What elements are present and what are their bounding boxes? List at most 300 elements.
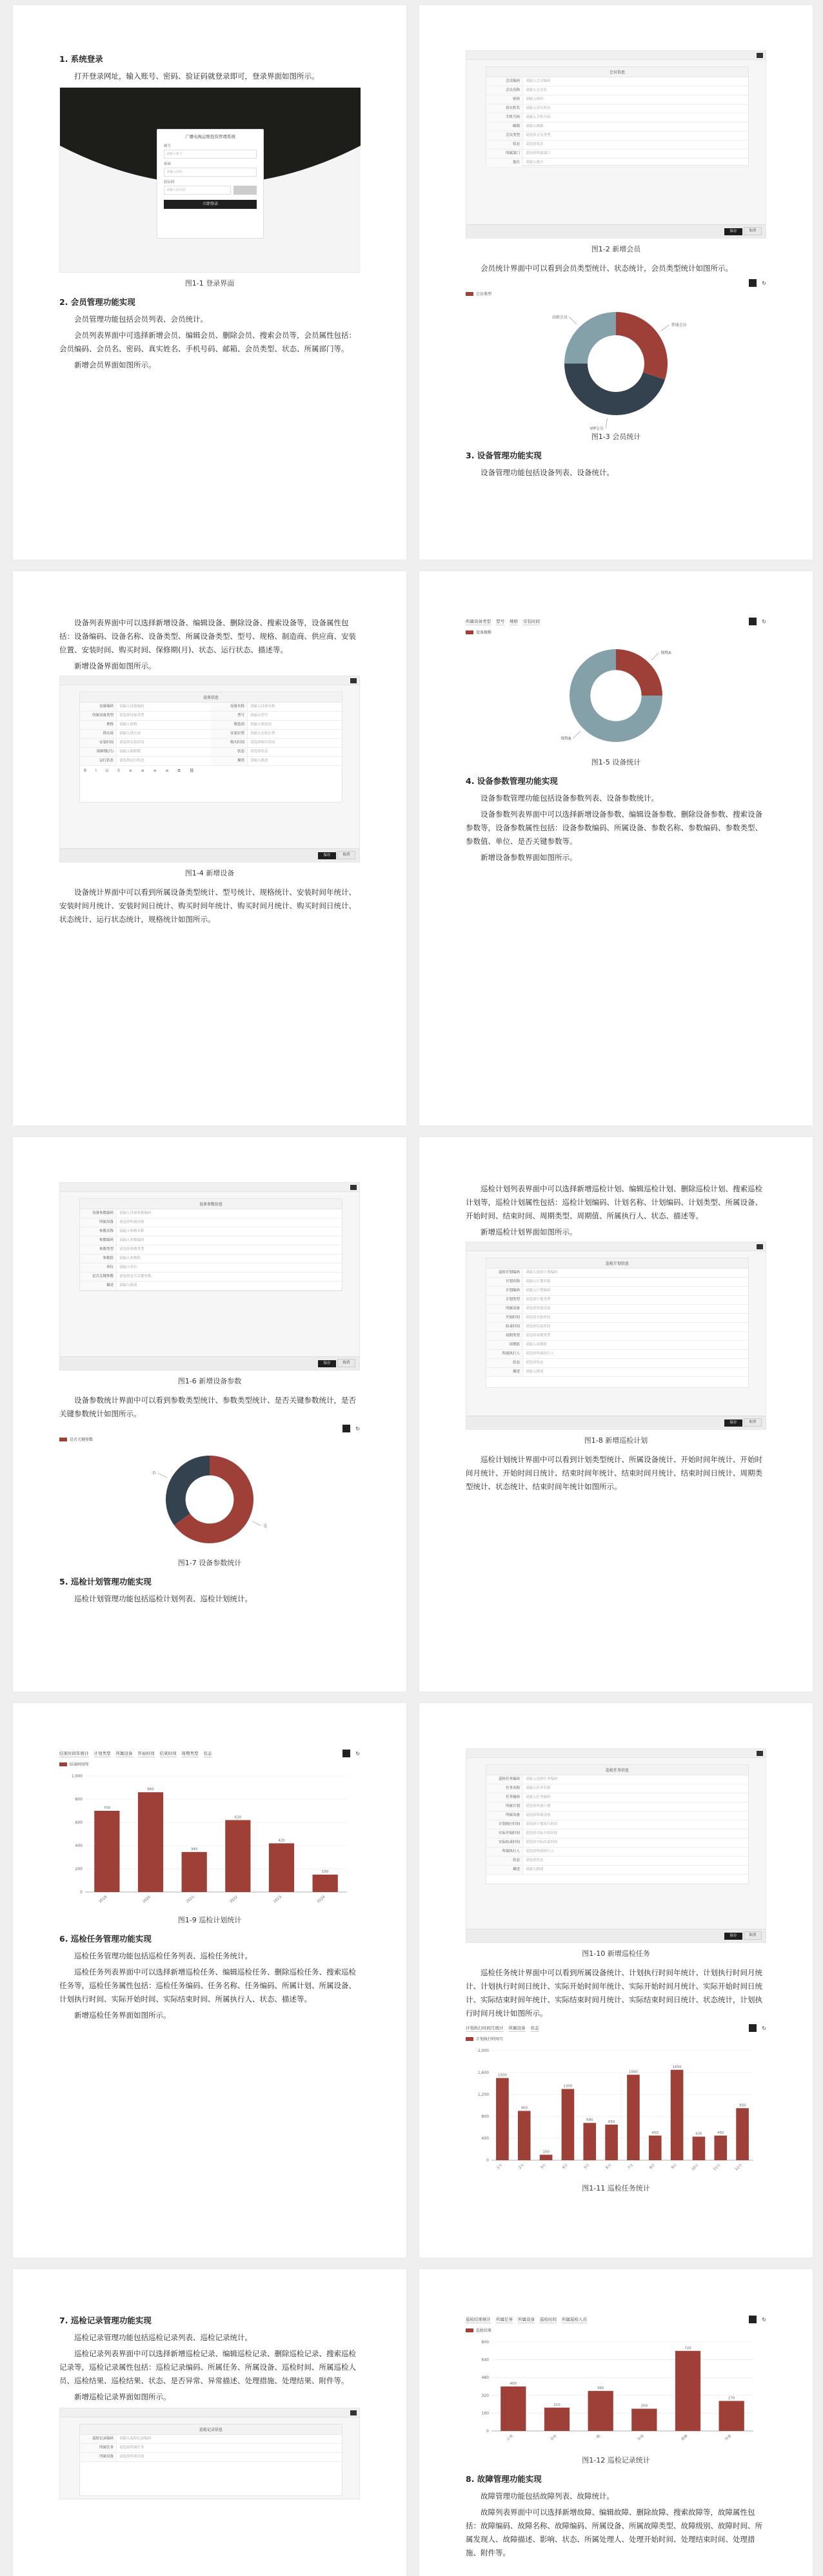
bar[interactable] [719,2401,744,2431]
filter-select[interactable]: 开始时间 [137,1750,155,1756]
bar[interactable] [269,1843,294,1892]
window-titlebar [466,1749,766,1758]
bar[interactable] [675,2351,700,2431]
field-label: 所属执行人 [486,1350,523,1358]
field-input[interactable]: 请选择状态 [526,1361,544,1365]
field-input[interactable]: 请选择计划执行时间 [526,1822,558,1826]
field-input[interactable]: 请选择运行状态 [119,759,144,763]
field-input[interactable]: 请输入任务编码 [526,1795,551,1799]
field-input[interactable]: 请选择计划类型 [526,1298,551,1302]
save-button[interactable]: 保存 [724,1420,742,1427]
field-input[interactable]: 请输入描述 [250,759,268,763]
x-tick-label: 12月 [734,2163,744,2172]
captcha-image[interactable] [233,186,257,195]
field-input[interactable]: 请选择是否关键参数 [119,1274,152,1278]
field-input[interactable]: 请输入周期值 [526,1343,548,1347]
filter-select[interactable]: 巡检时间 [540,2316,557,2322]
filter-select[interactable]: 所属任务 [496,2316,513,2322]
paragraph: 新增巡检记录界面如图所示。 [74,2392,171,2401]
close-icon[interactable] [757,1244,763,1249]
field-input[interactable]: 请输入供应商 [119,732,141,736]
section-heading-member: 2. 会员管理功能实现 [59,297,135,307]
field-input[interactable]: 请选择安装时间 [119,741,144,745]
filter-select[interactable]: 所属设备 [518,2316,535,2322]
param-pie-chart [59,1423,360,1552]
bar-value-label: 680 [586,2118,593,2123]
paragraph: 新增巡检任务界面如图所示。 [74,2011,171,2020]
search-icon[interactable] [749,279,757,287]
form-row [486,1287,748,1296]
form-row [486,1811,748,1820]
x-tick-label: 正常 [506,2434,515,2442]
field-input[interactable]: 请输入真实姓名 [526,106,551,110]
x-tick-label: 1月 [496,2163,504,2171]
field-label: 实际开始时间 [486,1830,523,1838]
refresh-icon[interactable]: ↻ [355,1425,360,1432]
field-input[interactable]: 请输入备注 [526,161,544,164]
doc-page-6 [419,1137,813,1692]
bar[interactable] [501,2386,526,2431]
y-tick-label: 800 [481,2114,489,2119]
filter-select[interactable]: 规格 [510,618,518,624]
field-input[interactable]: 请输入巡检任务编码 [526,1777,558,1781]
field-label: 真实姓名 [486,104,523,113]
field-label: 开始时间 [486,1314,523,1322]
slice-leader-line [158,1473,167,1478]
paragraph: 巡检计划列表界面中可以选择新增巡检计划、编辑巡检计划、删除巡检计划、搜索巡检计划等，巡检计划属性包括：巡检计划编码、计划名称、计划编码、计划类型、所属设备、开始时间、结束时间、周期类型、周期值、所属执行人、状态、描述等。 [466,1184,762,1220]
form-row [486,1341,748,1350]
field-input[interactable]: 请选择所属设备 [119,1220,144,1224]
paragraph: 设备列表界面中可以选择新增设备、编辑设备、删除设备、搜索设备等，设备属性包括：设备编码、设备名称、设备类型、所属设备类型、型号、规格、制造商、供应商、安装位置、安装时间、购买时间、保修期(月)、状态、运行状态、描述等。 [59,618,356,654]
add-param-screenshot [59,1182,360,1371]
field-input[interactable]: 请选择所属设备 [119,2455,144,2459]
field-input[interactable]: 请输入保修期 [119,750,141,754]
form-row [486,1866,748,1875]
bar[interactable] [496,2078,509,2161]
bar[interactable] [631,2409,657,2432]
form-row [80,1282,342,1291]
form-row [80,712,342,721]
bar[interactable] [583,2123,596,2160]
field-input[interactable]: 请输入设备名称 [250,705,275,708]
bar[interactable] [518,2111,531,2161]
form-row [486,132,748,141]
captcha-label: 验证码 [164,181,175,184]
y-tick-label: 600 [75,1820,83,1825]
filter-select[interactable]: 所属设备类型 [466,618,491,624]
legend-swatch [466,630,473,634]
y-tick-label: 320 [481,2393,489,2398]
field-label: 所属计划 [486,1802,523,1811]
slice-label: 普通会员 [671,323,687,328]
field-input[interactable]: 请输入描述 [526,1868,544,1871]
chart-legend [466,629,766,635]
field-label: 所属设备 [486,1811,523,1820]
refresh-icon[interactable]: ↻ [355,1750,360,1757]
filter-select[interactable]: 状态 [530,2025,539,2031]
figure-caption: 图1-8 新增巡检计划 [584,1436,648,1445]
field-label: 会员编码 [486,77,523,86]
field-input[interactable]: 请输入邮箱 [526,124,544,128]
field-input[interactable]: 请选择实际结束时间 [526,1840,558,1844]
bar[interactable] [605,2125,618,2160]
search-icon[interactable] [342,1425,350,1432]
close-icon[interactable] [757,53,763,58]
form-row [80,721,342,730]
close-icon[interactable] [350,1185,357,1190]
filter-select[interactable]: 所属设备 [508,2025,526,2031]
legend-label: 巡检结果 [476,2328,492,2333]
password-input[interactable]: 请输入密码 [164,168,257,177]
bar-value-label: 270 [728,2396,735,2401]
plan-bar-chart [59,1748,360,1909]
figure-caption: 图1-9 巡检计划统计 [177,1916,242,1924]
field-label: 供应商 [80,730,117,738]
form-row [486,1802,748,1811]
x-tick-label: 11月 [713,2163,722,2172]
field-input[interactable]: 请输入描述 [526,1370,544,1374]
plan-form [486,1258,749,1388]
bar-value-label: 345 [190,1847,198,1851]
section-heading-record: 7. 巡检记录管理功能实现 [59,2316,152,2325]
doc-page-5 [13,1137,406,1692]
filter-select[interactable]: 所属巡检人员 [562,2316,587,2322]
slice-leader-line [606,418,608,429]
form-row [486,1839,748,1848]
form-row [486,1359,748,1368]
bar[interactable] [94,1811,119,1892]
refresh-icon[interactable]: ↻ [762,280,766,286]
field-input[interactable]: 请选择参数类型 [119,1247,144,1251]
bar[interactable] [693,2136,706,2160]
filter-select[interactable]: 状态 [203,1750,212,1756]
account-input[interactable]: 请输入账号 [164,150,257,159]
field-input[interactable]: 请输入计划名称 [526,1280,551,1283]
field-input[interactable]: 请输入巡检计划编码 [526,1271,558,1274]
field-label: 参数名称 [80,1227,117,1236]
bar-value-label: 360 [597,2386,604,2390]
section-heading-fault: 8. 故障管理功能实现 [466,2474,542,2484]
login-screenshot [59,87,360,273]
field-input[interactable]: 请选择结束时间 [526,1325,551,1329]
field-input[interactable]: 请选择开始时间 [526,1316,551,1320]
field-input[interactable]: 请选择所属设备 [526,1307,551,1311]
field-input[interactable]: 请输入任务名称 [526,1786,551,1790]
field-input[interactable]: 请选择状态 [526,1859,544,1862]
pie-chart-svg [59,1445,360,1554]
bar[interactable] [714,2136,727,2160]
x-tick-label: 2月 [518,2163,526,2171]
chart-legend [466,291,766,297]
field-input[interactable]: 请输入参数名称 [119,1229,144,1233]
add-device-screenshot [59,676,360,863]
field-label: 所属设备 [486,1305,523,1313]
bar-chart-svg [466,2336,766,2450]
field-label: 巡检记录编码 [80,2435,117,2443]
filter-select[interactable]: 安装时间 [523,618,540,624]
pie-slice[interactable] [616,312,668,380]
bar-value-label: 210 [553,2403,560,2407]
filter-select[interactable]: 计划执行时间月统计 [466,2025,504,2031]
form-title: 巡检任务信息 [486,1765,748,1775]
search-icon[interactable] [342,1750,350,1757]
field-input[interactable]: 请输入参数编码 [119,1238,144,1242]
add-member-screenshot [466,50,766,239]
figure-caption: 图1-2 新增会员 [591,245,641,253]
slice-label: 高级会员 [551,315,568,320]
field-label: 运行状态 [80,757,117,765]
cancel-button[interactable]: 取消 [744,1418,762,1427]
legend-swatch [466,292,473,296]
section-heading-login: 1. 系统登录 [59,54,103,64]
refresh-icon[interactable]: ↻ [762,618,766,625]
search-icon[interactable] [749,618,757,625]
field-input[interactable]: 请输入参数值 [119,1256,141,1260]
figure-caption: 图1-11 巡检任务统计 [582,2184,650,2192]
form-row [80,730,342,739]
filter-bar [466,2314,766,2325]
filter-select[interactable]: 型号 [496,618,504,624]
x-tick-label: 7月 [627,2163,635,2171]
form-row [486,1314,748,1323]
paragraph: 巡检记录管理功能包括巡检记录列表、巡检记录统计。 [74,2333,252,2342]
filter-select[interactable]: 计划类型 [94,1750,111,1756]
field-label: 所属设备 [80,1218,117,1227]
figure-caption: 图1-7 设备参数统计 [177,1559,242,1567]
paragraph: 新增巡检计划界面如图所示。 [481,1227,577,1236]
refresh-icon[interactable]: ↻ [762,2316,766,2323]
bar[interactable] [544,2408,570,2431]
field-input[interactable]: 请输入设备参数编码 [119,1211,152,1215]
bar-value-label: 430 [695,2132,702,2136]
bar-value-label: 620 [234,1815,242,1820]
form-row [486,159,748,168]
x-tick-label: 异常 [637,2434,646,2442]
legend-label: 设备规格 [476,630,492,635]
field-input[interactable]: 请选择购买时间 [250,741,275,745]
bar[interactable] [627,2074,640,2160]
bar-value-label: 200 [640,2404,648,2408]
form-row [486,113,748,122]
bar[interactable] [540,2155,553,2161]
slice-label: VIP会员 [590,426,604,431]
paragraph: 打开登录网址，输入账号、密码、验证码就登录即可，登录界面如图所示。 [74,72,319,81]
field-input[interactable]: 请输入规格 [119,723,137,727]
field-input[interactable]: 请选择周期类型 [526,1334,551,1338]
cancel-button[interactable]: 取消 [744,227,762,235]
field-label: 设备名称 [211,703,248,711]
bar[interactable] [671,2070,684,2160]
doc-page-9 [13,2269,406,2576]
field-label: 制造商 [211,721,248,729]
field-label: 设备参数编码 [80,1209,117,1218]
close-icon[interactable] [350,2410,357,2415]
bar-value-label: 400 [510,2382,517,2386]
form-footer [60,848,359,862]
form-row [486,1793,748,1802]
field-input[interactable]: 请选择所属计划 [526,1804,551,1808]
field-input[interactable]: 请输入会员编码 [526,79,551,83]
form-row [80,2453,342,2462]
doc-page-3 [13,571,406,1126]
field-label: 保修期(月) [80,748,117,756]
form-row [486,1278,748,1287]
doc-page-1 [13,5,406,560]
field-input[interactable]: 请输入巡检记录编码 [119,2437,152,2441]
slice-leader-line [661,325,669,331]
save-button[interactable]: 保存 [318,1360,336,1367]
save-button[interactable]: 保存 [724,1933,742,1940]
field-label: 实际结束时间 [486,1839,523,1847]
slice-label: 否 [152,1471,156,1476]
field-input[interactable]: 请输入设备编码 [119,705,144,708]
y-tick-label: 640 [481,2357,489,2363]
bar[interactable] [736,2108,749,2160]
field-input[interactable]: 请输入计划编码 [526,1289,551,1293]
legend-swatch [466,2037,473,2041]
field-input[interactable]: 请输入会员名 [526,88,548,92]
field-label: 计划编码 [486,1287,523,1295]
cancel-button[interactable]: 取消 [337,851,355,859]
form-row [80,739,342,748]
y-tick-label: 400 [481,2136,489,2141]
field-input[interactable]: 请选择会员类型 [526,133,551,137]
slice-leader-line [651,653,659,660]
pie-chart-svg [466,299,766,431]
y-tick-label: 400 [75,1844,83,1848]
form-row [486,1323,748,1332]
field-input[interactable]: 请输入密码 [526,97,544,101]
field-input[interactable]: 请选择所属任务 [119,2446,144,2450]
field-input[interactable]: 请选择实际开始时间 [526,1831,558,1835]
login-button[interactable]: 立即登录 [164,200,257,209]
field-label: 状态 [211,748,248,756]
figure-caption: 图1-10 新增巡检任务 [582,1949,650,1958]
field-label: 参数类型 [80,1245,117,1254]
paragraph: 设备参数管理功能包括设备参数列表、设备参数统计。 [481,794,659,803]
slice-label: 规格A [660,650,671,656]
save-button[interactable]: 保存 [318,852,336,859]
form-row [80,757,342,766]
field-label: 描述 [486,1866,523,1874]
field-input[interactable]: 请输入制造商 [250,723,272,727]
field-input[interactable]: 请输入单位 [119,1265,137,1269]
field-input[interactable]: 请输入安装位置 [250,732,275,736]
pie-slice[interactable] [166,1456,210,1525]
x-tick-label: 故障 [680,2434,689,2442]
x-tick-label: 一般 [593,2434,602,2442]
x-tick-label: 2019 [98,1895,108,1904]
y-tick-label: 0 [486,2429,489,2434]
field-label: 密码 [486,95,523,104]
field-input[interactable]: 请选择所属执行人 [526,1352,555,1356]
field-label: 规格 [80,721,117,729]
bar-chart-svg [59,1770,360,1911]
search-icon[interactable] [749,2316,757,2323]
paragraph: 故障列表界面中可以选择新增故障、编辑故障、删除故障、搜索故障等，故障属性包括：故障编码、故障名称、故障编码、所属设备、所属故障类型、故障级别、故障时间、所属发现人、故障描述、影响、状态、所属处理人、处理开始时间、处理结束时间、处理措施、附件等。 [466,2508,762,2557]
field-label: 计划类型 [486,1296,523,1304]
field-label: 计划名称 [486,1278,523,1286]
field-input[interactable]: 请输入描述 [119,1283,137,1287]
refresh-icon[interactable]: ↻ [762,2025,766,2031]
bar[interactable] [562,2089,575,2161]
bar[interactable] [138,1792,163,1892]
cancel-button[interactable]: 取消 [744,1931,762,1940]
paragraph: 巡检计划统计界面中可以看到计划类型统计、所属设备统计、开始时间年统计、开始时间月统计、开始时间日统计、结束时间年统计、结束时间月统计、结束时间日统计、周期类型统计、状态统计、结束时间年统计如图所示。 [466,1455,762,1491]
bar[interactable] [588,2391,613,2431]
bar[interactable] [182,1852,207,1892]
form-row [80,703,342,712]
field-input[interactable]: 请选择所属部门 [526,151,551,155]
captcha-input[interactable]: 请输入验证码 [164,186,231,195]
field-label: 参数编码 [80,1236,117,1245]
bar[interactable] [649,2136,662,2160]
section-heading-task: 6. 巡检任务管理功能实现 [59,1934,152,1944]
form-row [80,2444,342,2453]
filter-bar [466,616,766,627]
member-pie-chart [466,278,766,431]
field-input[interactable]: 请选择所属设备 [526,1813,551,1817]
field-label: 是否关键参数 [80,1273,117,1281]
close-icon[interactable] [757,1751,763,1756]
figure-caption: 图1-6 新增设备参数 [177,1377,242,1385]
filter-select[interactable]: 所属设备 [115,1750,133,1756]
figure-caption: 图1-4 新增设备 [184,869,235,877]
form-row [486,141,748,150]
bar-value-label: 1500 [497,2073,507,2078]
pie-chart-svg [466,638,766,754]
record-bar-chart [466,2314,766,2450]
filter-select[interactable]: 结束时间年统计 [59,1750,89,1756]
device-form [79,692,342,803]
field-input[interactable]: 请输入型号 [250,714,268,717]
legend-label: 是否关键参数 [70,1438,94,1442]
close-icon[interactable] [350,678,357,683]
filter-select[interactable]: 周期类型 [181,1750,199,1756]
field-label: 购买时间 [211,739,248,747]
save-button[interactable]: 保存 [724,228,742,235]
x-tick-label: 良好 [550,2434,558,2442]
field-label: 手机号码 [486,113,523,122]
filter-select[interactable]: 结束时间 [159,1750,177,1756]
field-input[interactable]: 请选择所属执行人 [526,1849,555,1853]
form-row [486,1305,748,1314]
field-input[interactable]: 请选择状态 [250,750,268,754]
field-label: 参数值 [80,1254,117,1263]
bar[interactable] [225,1820,250,1892]
bar-value-label: 1300 [563,2084,573,2089]
field-label: 所属设备 [80,2453,117,2461]
y-tick-label: 480 [481,2376,489,2381]
x-tick-label: 6月 [605,2163,613,2171]
bar-value-label: 150 [321,1870,329,1874]
search-icon[interactable] [749,2024,757,2032]
x-tick-label: 3月 [540,2163,547,2171]
doc-page-10 [419,2269,813,2576]
filter-select[interactable]: 巡检结果统计 [466,2316,491,2322]
form-row [486,1296,748,1305]
filter-bar [466,2023,766,2033]
task-bar-chart [466,2023,766,2178]
cancel-button[interactable]: 取消 [337,1359,355,1367]
field-input[interactable]: 请输入手机号码 [526,115,551,119]
field-label: 单位 [80,1264,117,1272]
bar[interactable] [313,1875,338,1892]
field-input[interactable]: 请选择设备类型 [119,714,144,717]
form-footer [466,1929,766,1942]
field-label: 巡检任务编码 [486,1775,523,1784]
field-input[interactable]: 请选择状态 [526,142,544,146]
